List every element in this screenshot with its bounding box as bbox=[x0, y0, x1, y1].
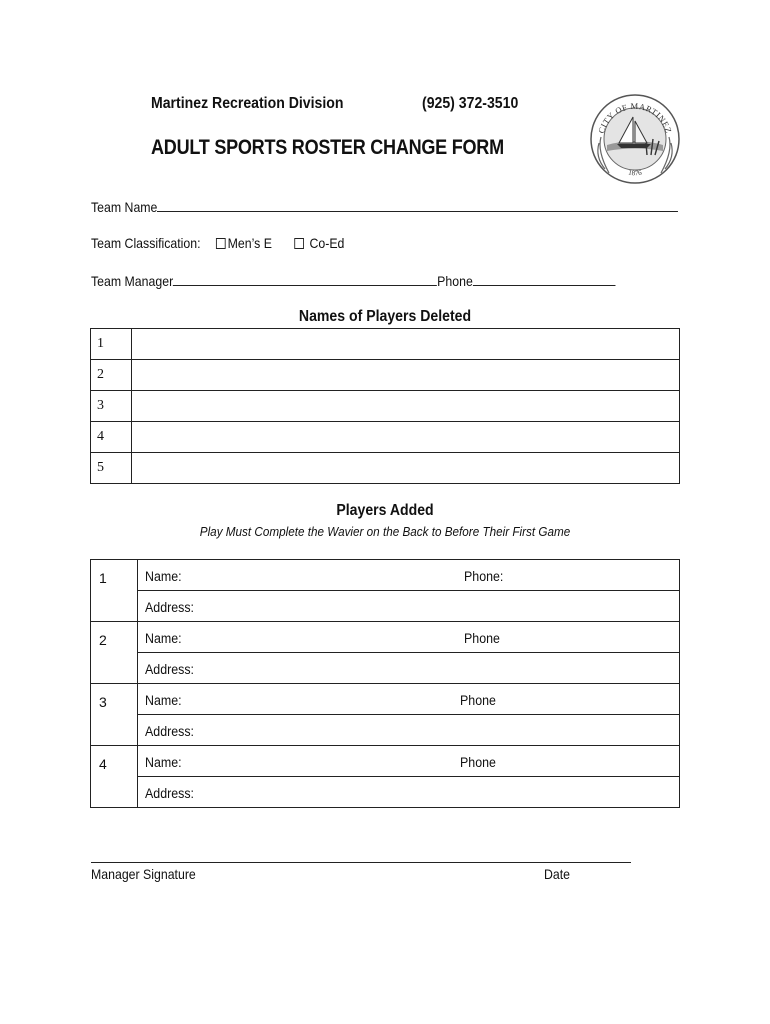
table-row bbox=[91, 329, 680, 360]
table-row bbox=[91, 684, 680, 715]
player-name-label: Name: bbox=[145, 569, 182, 584]
player-address-cell[interactable] bbox=[138, 653, 680, 684]
player-address-label: Address: bbox=[145, 662, 195, 677]
deleted-player-field[interactable] bbox=[132, 329, 680, 360]
player-name-cell[interactable] bbox=[138, 560, 680, 591]
team-name-line[interactable] bbox=[157, 198, 678, 212]
player-phone-label: Phone bbox=[460, 755, 496, 770]
player-phone-label: Phone bbox=[464, 631, 500, 646]
player-address-label: Address: bbox=[145, 600, 195, 615]
seal-text-top: CITY OF MARTINEZ bbox=[596, 100, 674, 135]
team-name-label: Team Name bbox=[91, 199, 158, 215]
organization-phone: (925) 372-3510 bbox=[422, 95, 519, 112]
table-row bbox=[91, 622, 680, 653]
player-name-label: Name: bbox=[145, 755, 182, 770]
manager-phone-line[interactable] bbox=[473, 272, 616, 286]
player-address-label: Address: bbox=[145, 724, 195, 739]
table-row bbox=[91, 777, 680, 808]
mens-checkbox[interactable] bbox=[216, 238, 226, 249]
city-seal-logo bbox=[589, 93, 681, 185]
coed-option-label: Co-Ed bbox=[309, 235, 345, 251]
form-title: ADULT SPORTS ROSTER CHANGE FORM bbox=[151, 136, 504, 159]
player-name-cell[interactable] bbox=[138, 684, 680, 715]
table-row bbox=[91, 391, 680, 422]
player-phone-label: Phone: bbox=[464, 569, 504, 584]
table-row bbox=[91, 653, 680, 684]
table-row bbox=[91, 746, 680, 777]
deleted-section-heading: Names of Players Deleted bbox=[298, 308, 472, 325]
organization-name: Martinez Recreation Division bbox=[151, 95, 344, 112]
row-number: 5 bbox=[91, 453, 132, 484]
table-row bbox=[91, 422, 680, 453]
row-number: 3 bbox=[91, 391, 132, 422]
table-row bbox=[91, 591, 680, 622]
team-classification-label: Team Classification: bbox=[91, 235, 201, 251]
date-label: Date bbox=[544, 866, 571, 882]
team-manager-label: Team Manager bbox=[91, 273, 174, 289]
player-address-cell[interactable] bbox=[138, 591, 680, 622]
waiver-note: Play Must Complete the Wavier on the Back to Before Their First Game bbox=[199, 524, 571, 539]
coed-checkbox[interactable] bbox=[295, 238, 305, 249]
player-name-cell[interactable] bbox=[138, 746, 680, 777]
team-manager-row bbox=[91, 272, 615, 289]
deleted-player-field[interactable] bbox=[132, 453, 680, 484]
player-name-label: Name: bbox=[145, 693, 182, 708]
row-number: 1 bbox=[91, 329, 132, 360]
mens-option-label: Men’s E bbox=[227, 235, 272, 251]
player-address-cell[interactable] bbox=[138, 777, 680, 808]
deleted-player-field[interactable] bbox=[132, 391, 680, 422]
player-name-label: Name: bbox=[145, 631, 182, 646]
svg-text:1876 bbox=[628, 169, 643, 178]
player-number: 1 bbox=[91, 560, 138, 622]
player-phone-label: Phone bbox=[460, 693, 496, 708]
manager-signature-label: Manager Signature bbox=[91, 866, 196, 882]
player-number: 3 bbox=[91, 684, 138, 746]
team-manager-line[interactable] bbox=[173, 272, 437, 286]
deleted-players-table bbox=[90, 328, 680, 484]
player-number: 2 bbox=[91, 622, 138, 684]
signature-line[interactable] bbox=[91, 862, 631, 863]
table-row bbox=[91, 715, 680, 746]
table-row bbox=[91, 560, 680, 591]
seal-text-bottom: 1876 bbox=[627, 168, 643, 178]
deleted-player-field[interactable] bbox=[132, 422, 680, 453]
deleted-player-field[interactable] bbox=[132, 360, 680, 391]
player-address-cell[interactable] bbox=[138, 715, 680, 746]
table-row bbox=[91, 453, 680, 484]
player-number: 4 bbox=[91, 746, 138, 808]
player-name-cell[interactable] bbox=[138, 622, 680, 653]
manager-phone-label: Phone bbox=[437, 273, 473, 289]
added-players-table bbox=[90, 559, 680, 808]
table-row bbox=[91, 360, 680, 391]
team-classification-row bbox=[91, 235, 344, 251]
player-address-label: Address: bbox=[145, 786, 195, 801]
row-number: 2 bbox=[91, 360, 132, 391]
row-number: 4 bbox=[91, 422, 132, 453]
team-name-field[interactable] bbox=[91, 198, 678, 215]
added-section-heading: Players Added bbox=[336, 502, 434, 519]
